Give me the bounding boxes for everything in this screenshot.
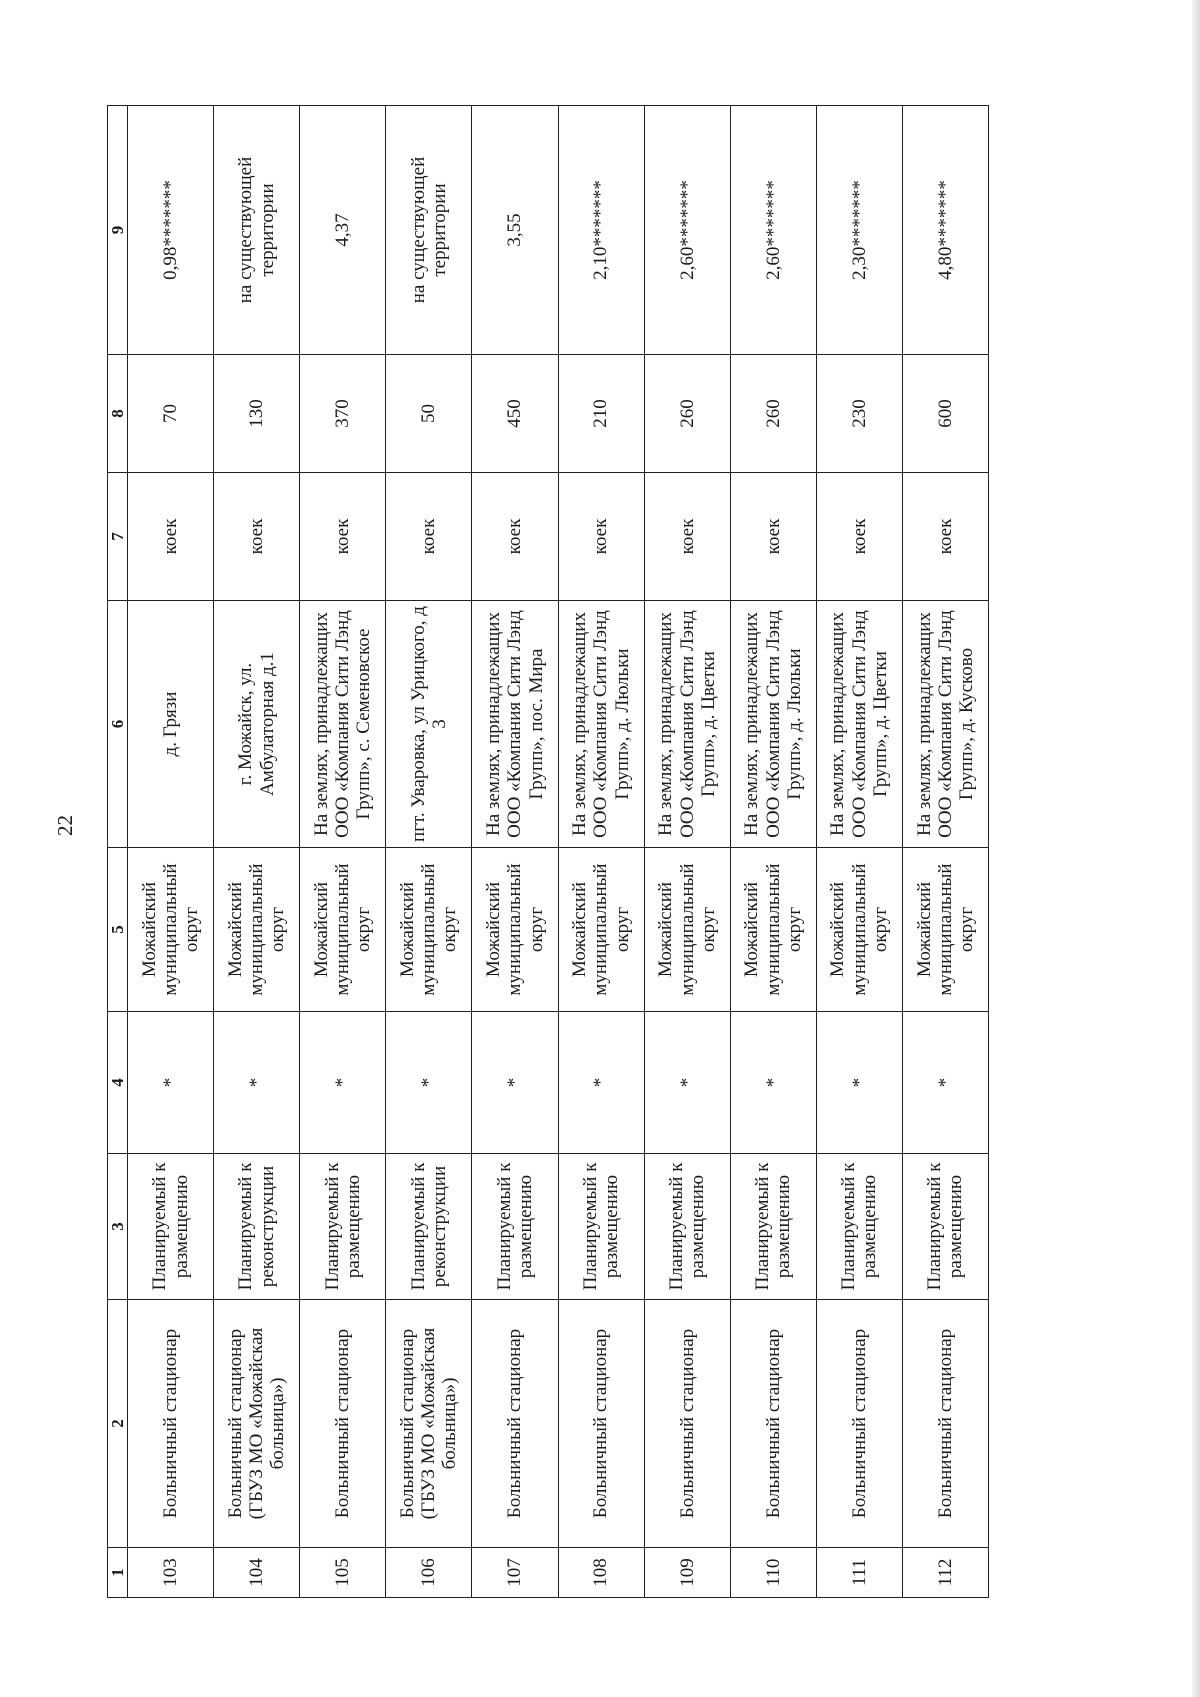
location-cell: На землях, принадлежащих ООО «Компания Сити Лэнд Групп», д. Цветки — [644, 601, 730, 848]
capacity-cell: 600 — [902, 355, 988, 473]
capacity-cell: 50 — [386, 355, 472, 473]
unit-cell: коек — [128, 473, 214, 601]
area-cell: 2,60******* — [644, 106, 730, 355]
unit-cell: коек — [214, 473, 300, 601]
facility-status: Планируемый к размещению — [644, 1154, 730, 1300]
facility-status: Планируемый к размещению — [472, 1154, 558, 1300]
district-cell: Можайский муниципальный округ — [472, 848, 558, 1012]
table-body — [128, 106, 989, 1598]
table-row — [558, 106, 644, 1598]
unit-cell: коек — [644, 473, 730, 601]
row-number: 111 — [816, 1548, 902, 1598]
capacity-cell: 70 — [128, 355, 214, 473]
row-number: 104 — [214, 1548, 300, 1598]
row-number: 107 — [472, 1548, 558, 1598]
row-number: 106 — [386, 1548, 472, 1598]
table-row — [214, 106, 300, 1598]
column-number: 5 — [108, 848, 128, 1012]
district-cell: Можайский муниципальный округ — [214, 848, 300, 1012]
mark-cell: * — [214, 1012, 300, 1154]
mark-cell: * — [730, 1012, 816, 1154]
facility-status: Планируемый к реконструкции — [214, 1154, 300, 1300]
area-cell: 2,30******* — [816, 106, 902, 355]
area-cell: 0,98******* — [128, 106, 214, 355]
district-cell: Можайский муниципальный округ — [300, 848, 386, 1012]
district-cell: Можайский муниципальный округ — [558, 848, 644, 1012]
mark-cell: * — [472, 1012, 558, 1154]
facility-status: Планируемый к размещению — [558, 1154, 644, 1300]
capacity-cell: 260 — [730, 355, 816, 473]
mark-cell: * — [128, 1012, 214, 1154]
facility-name: Больничный стационар — [300, 1300, 386, 1548]
unit-cell: коек — [386, 473, 472, 601]
column-number: 9 — [108, 106, 128, 355]
area-cell: 4,37 — [300, 106, 386, 355]
unit-cell: коек — [558, 473, 644, 601]
column-number: 8 — [108, 355, 128, 473]
row-number: 109 — [644, 1548, 730, 1598]
unit-cell: коек — [730, 473, 816, 601]
table-row — [300, 106, 386, 1598]
area-cell: на существующей территории — [386, 106, 472, 355]
location-cell: На землях, принадлежащих ООО «Компания Сити Лэнд Групп», д. Люльки — [730, 601, 816, 848]
row-number: 108 — [558, 1548, 644, 1598]
unit-cell: коек — [816, 473, 902, 601]
column-number: 1 — [108, 1548, 128, 1598]
table-row — [730, 106, 816, 1598]
column-number: 4 — [108, 1012, 128, 1154]
scan-edge — [1192, 0, 1200, 1697]
capacity-cell: 260 — [644, 355, 730, 473]
page-number: 22 — [53, 815, 77, 836]
area-cell: 2,60******* — [730, 106, 816, 355]
facility-name: Больничный стационар — [816, 1300, 902, 1548]
unit-cell: коек — [300, 473, 386, 601]
location-cell: На землях, принадлежащих ООО «Компания Сити Лэнд Групп», пос. Мира — [472, 601, 558, 848]
district-cell: Можайский муниципальный округ — [816, 848, 902, 1012]
facility-name: Больничный стационар (ГБУЗ МО «Можайская больница») — [214, 1300, 300, 1548]
facility-name: Больничный стационар — [644, 1300, 730, 1548]
facility-name: Больничный стационар — [558, 1300, 644, 1548]
unit-cell: коек — [902, 473, 988, 601]
area-cell: 3,55 — [472, 106, 558, 355]
location-cell: пгт. Уваровка, ул Урицкого, д 3 — [386, 601, 472, 848]
column-number: 7 — [108, 473, 128, 601]
location-cell: На землях, принадлежащих ООО «Компания Сити Лэнд Групп», д. Люльки — [558, 601, 644, 848]
capacity-cell: 370 — [300, 355, 386, 473]
table-row — [386, 106, 472, 1598]
row-number: 112 — [902, 1548, 988, 1598]
area-cell: 2,10******* — [558, 106, 644, 355]
mark-cell: * — [386, 1012, 472, 1154]
capacity-cell: 130 — [214, 355, 300, 473]
facility-name: Больничный стационар — [902, 1300, 988, 1548]
table-row — [128, 106, 214, 1598]
mark-cell: * — [902, 1012, 988, 1154]
facility-name: Больничный стационар — [472, 1300, 558, 1548]
location-cell: д. Грязи — [128, 601, 214, 848]
column-number: 2 — [108, 1300, 128, 1548]
facility-status: Планируемый к размещению — [816, 1154, 902, 1300]
facility-status: Планируемый к размещению — [128, 1154, 214, 1300]
column-number-row — [108, 106, 128, 1598]
facility-status: Планируемый к размещению — [300, 1154, 386, 1300]
table-row — [472, 106, 558, 1598]
row-number: 105 — [300, 1548, 386, 1598]
mark-cell: * — [558, 1012, 644, 1154]
column-number: 3 — [108, 1154, 128, 1300]
district-cell: Можайский муниципальный округ — [902, 848, 988, 1012]
table-row — [902, 106, 988, 1598]
facility-name: Больничный стационар — [730, 1300, 816, 1548]
table-row — [644, 106, 730, 1598]
district-cell: Можайский муниципальный округ — [644, 848, 730, 1012]
facility-status: Планируемый к размещению — [730, 1154, 816, 1300]
facility-status: Планируемый к размещению — [902, 1154, 988, 1300]
location-cell: г. Можайск, ул. Амбулаторная д.1 — [214, 601, 300, 848]
facility-name: Больничный стационар — [128, 1300, 214, 1548]
location-cell: На землях, принадлежащих ООО «Компания Сити Лэнд Групп», с. Семеновское — [300, 601, 386, 848]
location-cell: На землях, принадлежащих ООО «Компания Сити Лэнд Групп», д. Цветки — [816, 601, 902, 848]
capacity-cell: 210 — [558, 355, 644, 473]
district-cell: Можайский муниципальный округ — [128, 848, 214, 1012]
mark-cell: * — [644, 1012, 730, 1154]
facilities-table — [107, 105, 989, 1598]
column-number: 6 — [108, 601, 128, 848]
row-number: 110 — [730, 1548, 816, 1598]
table-row — [816, 106, 902, 1598]
district-cell: Можайский муниципальный округ — [386, 848, 472, 1012]
capacity-cell: 230 — [816, 355, 902, 473]
facility-name: Больничный стационар (ГБУЗ МО «Можайская больница») — [386, 1300, 472, 1548]
area-cell: 4,80******* — [902, 106, 988, 355]
rotated-table-frame — [107, 106, 989, 1598]
location-cell: На землях, принадлежащих ООО «Компания Сити Лэнд Групп», д. Кусково — [902, 601, 988, 848]
district-cell: Можайский муниципальный округ — [730, 848, 816, 1012]
mark-cell: * — [300, 1012, 386, 1154]
facility-status: Планируемый к реконструкции — [386, 1154, 472, 1300]
capacity-cell: 450 — [472, 355, 558, 473]
area-cell: на существующей территории — [214, 106, 300, 355]
mark-cell: * — [816, 1012, 902, 1154]
row-number: 103 — [128, 1548, 214, 1598]
unit-cell: коек — [472, 473, 558, 601]
